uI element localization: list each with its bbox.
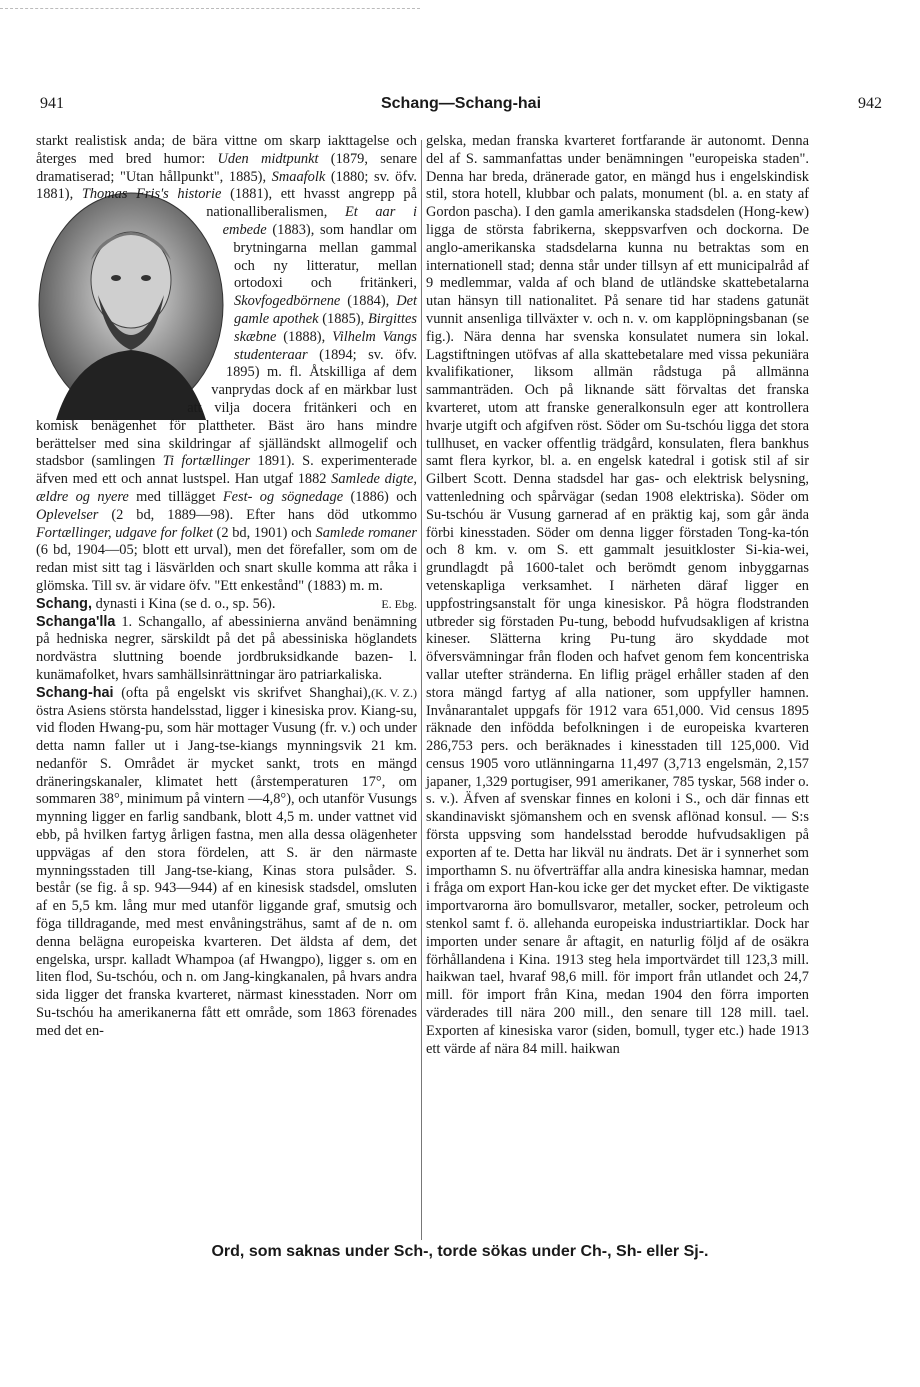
entry-schandorph-continued: starkt realistisk anda; de bära vittne om skarp iakttagelse och återges med bred humor: Uden midtpunkt (1879, senare dramatiserad; "Utan hållpunkt", 1885), Smaafolk (1880; sv. öfv. 1881), Thomas Fris's historie (1881), ett hvasst angrepp på nationalliberalismen, Et aar i embede (1883), som handlar om brytningarna mellan gammal och ny litteratur, mellan ortodoxi och fritänkeri, Skovfogedbörnene (1884), Det gamle apothek (1885), Birgittes skæbne (1888), Vilhelm Vangs studenteraar (1894; sv. öfv. 1895) m. fl. Åtskilliga af dem vanprydas dock af en märkbar lust att vilja docera fritänkeri och en komisk benägenhet för plattheter. Bäst äro hans mindre berättelser med sina skildringar af själländskt allmogelif och stadsbor (samlingen Ti fortællinger 1891). S. experimenterade äfven med ett och annat lustspel. Han utgaf 1882 Samlede digte, ældre og nyere med tillägget Fest- og sögnedage (1886) och Oplevelser (2 bd, 1889—98). Efter hans död utkommo Fortællinger, udgave for folket (2 bd, 1901) och Samlede romaner (6 bd, 1904—05; blott ett urval), men det förefaller, som om de redan mist sitt tag i läsvärlden och snart skulle komma att råka i glömska. Till sv. är vidare öfv. "Ett enkestånd" (1883) m. m. E. Ebg.	[36, 133, 417, 596]
page-header	[40, 95, 882, 125]
headword: Schanga'lla	[36, 613, 116, 630]
right-column	[426, 133, 809, 1058]
left-column	[36, 133, 417, 1041]
headword: Schang-hai	[36, 684, 114, 701]
running-title: Schang—Schang-hai	[380, 95, 542, 112]
scan-artifact-dashes	[0, 8, 420, 11]
entry-schang-hai: Schang-hai (ofta på engelskt vis skrifvet Shanghai), östra Asiens största handelsstad, ligger i kinesiska prov. Kiang-su, vid floden Hwang-pu, som här mottager Vusung (fr. v.) och under detta namn faller ut i Jang-tse-kiangs mynningsvik 21 km. nedanför S. Området är mycket sankt, trots en mängd dräneringskanaler, klimatet hett (årstemperaturen 17°, om sommaren 38°, minimum på vintern —4,8°), och utanför Vusungs mynning ligger en farlig sandbank, blott 4,5 m. under vattnet vid ebb, på hvilken fartyg årligen fastna, men alla dessa olägenheter uppvägas af den stora fördelen, att S. är den närmaste mynningsstaden till Jang-tse-kiang, Kinas stora pulsåder. S. består (se fig. å sp. 943—944) af en kinesisk stadsdel, omsluten af en 5,5 km. lång mur med utanför liggande graf, smutsig och föga tilldragande, med mest envåningsträhus, samt af de n. om denna belägna europeiska kvarteren. Det äldsta af dem, det engelska, urspr. kalladt Whampoa (af Hwangpo), ligger s. om en liten flod, Su-tschóu, och n. om Jang-kingkanalen, på hvars andra sida ligger det franska kvarteret, närmast kinesstaden. Norr om Su-tschóu ha amerikanerna fått ett område, som 1863 förenades med det en-	[36, 684, 417, 1039]
entry-schang-hai-continued: gelska, medan franska kvarteret fortfarande är autonomt. Denna del af S. sammanfattas under benämningen "europeiska staden". Denna har breda, dränerade gator, en mängd hus i engelskindisk stil, stora hotell, klubbar och palats, monument (bl. a. en staty af Gordon pascha). I den gamla amerikanska stadsdelen (Hong-kew) ligga de största fabrikerna, skeppsvarfven och dockorna. De anglo-amerikanska stadsdelarna kunna nu betraktas som en internationell stad; denna står under tillsyn af ett municipalråd af 9 medlemmar, valda af och bland de utländske skattebetalarna utan hänsyn till nationalitet. På senare tid har stadens gatunät vunnit ansenliga tillväxter v. och n. v. om kapplöpningsbanan (se fig.). Nära denna har svenska konsulatet numera sin lokal. Lagstiftningen utöfvas af alla skattebetalare med vissa pekuniära kvalifikationer, liksom allmän rådstuga på allmänna sammanträden. Och på liknande sätt förvaltas det franska kvarteret, utom att franske generalkonsuln eger att kontrollera hvarje utgift och afgifven röst. Söder om Su-tschóu ligga det stora tullhuset, en vacker offentlig trädgård, konsulaten, flera bankhus samt flera kyrkor, bl. a. en engelsk katedral i gotisk stil af sir Gilbert Scott. Denna stadsdel har gas- och elektrisk belysning, vattenledning och spårvägar (sedan 1908 elektriska). Söder om Su-tschóu är Vusung garnerad af en präktig kaj, som går ända förbi kinesstaden. Söder om denna ligger förstaden Tong-ka-tón och 8 km. v. om S. ett gammalt jesuitkloster Si-kia-wei, grundlagdt på 1600-talet och berömdt genom inbyggarnas vetenskapliga verksamhet. I närheten däraf ligger en uppfostringsanstalt för unga kinesiskor. På högra flodstranden utbreder sig förstaden Pu-tung, bebodd hufvudsakligen af kristna kineser. Slätterna kring Pu-tung äro skyddade mot öfversvämningar från floden och hafvet genom fem koncentriska vallar utefter stränderna. En liflig prägel erhåller staden af den stora mängd fartyg af alla nationer, som uppfyller hamnen. Invånarantalet uppgafs för 1912 vara 651,000. Vid census 1895 räknade den infödda befolkningen i de europeiska kvarteren 286,753 pers. och beräknades i kinesstaden till 125,000. Vid census 1905 voro utlänningarna 11,497 (3,713 engelsmän, 2,157 japaner, 1,329 portugiser, 991 amerikaner, 785 tyskar, 568 inder o. s. v.). Äfven af svenskar finnes en koloni i S., och där finnas ett skandinaviskt sjömanshem och en svensk aflönad konsul. — S:s första uppsving som handelsstad berodde hufvudsakligen på exporten af te. Detta har likväl nu ändrats. Det är i synnerhet som importhamn S. nu öfverträffar alla andra kinesiska hamnar, medan i fråga om export Han-kou icke ger det mycket efter. De viktigaste importvarorna äro bomullsvaror, metaller, socker, petroleum och stenkol samt f. ö. allehanda europeiska industriartiklar. Dock har importen under senare år aftagit, en naturlig följd af de osäkra förhållandena i Kina. 1913 steg hela importvärdet till 123,3 mill. haikwan tael, hvaraf 98,6 mill. för import från utlandet och 24,7 mill. för import från Kina, medan 1904 den förra importen värderades till nära 200 mill., den senare till 128 mill. tael. Exporten af kinesiska varor (siden, bomull, tyger etc.) hade 1913 ett värde af nära 84 mill. haikwan	[426, 133, 809, 1057]
page-number-left: 941	[40, 95, 64, 112]
author-signature: (K. V. Z.)	[371, 685, 417, 700]
headword: Schang,	[36, 595, 92, 612]
portrait-image	[36, 190, 226, 420]
author-signature: E. Ebg.	[381, 596, 417, 611]
column-divider	[421, 140, 422, 1240]
footer-note: Ord, som saknas under Sch-, torde sökas under Ch-, Sh- eller Sj-.	[211, 1243, 709, 1260]
entry-schang: Schang, dynasti i Kina (se d. o., sp. 56).	[36, 595, 276, 612]
entry-schangalla: Schanga'lla 1. Schangallo, af abessinierna använd benämning på hedniska negrer, särskildt på det på abessiniska höglandets nordvästra sluttning boende jordbruksidkande bazen- l. kunämafolket, hvars samhällsinrättningar äro patriarkaliska. (K. V. Z.)	[36, 614, 417, 685]
page-number-right: 942	[858, 95, 882, 112]
